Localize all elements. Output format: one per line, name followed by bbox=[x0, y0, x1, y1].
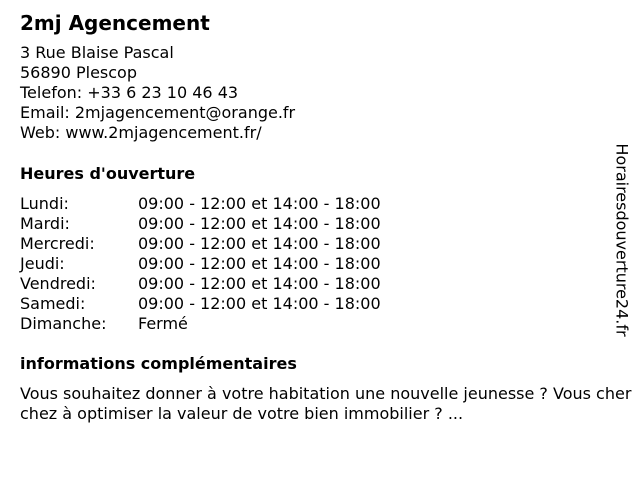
business-name: 2mj Agencement bbox=[20, 11, 210, 35]
hours-day: Samedi: bbox=[20, 294, 86, 313]
phone-line bbox=[20, 83, 295, 103]
opening-hours-table bbox=[20, 194, 381, 334]
hours-row bbox=[20, 254, 381, 274]
hours-time: Fermé bbox=[138, 314, 188, 333]
hours-day: Jeudi: bbox=[20, 254, 65, 273]
hours-row bbox=[20, 314, 381, 334]
hours-row bbox=[20, 274, 381, 294]
hours-row bbox=[20, 194, 381, 214]
email-line bbox=[20, 103, 295, 123]
hours-day: Dimanche: bbox=[20, 314, 107, 333]
email-address[interactable]: 2mjagencement@orange.fr bbox=[74, 103, 296, 122]
hours-row bbox=[20, 234, 381, 254]
site-watermark: Horairesdouverture24.fr bbox=[612, 143, 632, 337]
additional-info-heading: informations complémentaires bbox=[20, 354, 297, 373]
address-block bbox=[20, 43, 295, 143]
city-address: 56890 Plescop bbox=[20, 63, 137, 82]
hours-day: Lundi: bbox=[20, 194, 69, 213]
hours-time: 09:00 - 12:00 et 14:00 - 18:00 bbox=[138, 234, 381, 253]
hours-time: 09:00 - 12:00 et 14:00 - 18:00 bbox=[138, 254, 381, 273]
street-address: 3 Rue Blaise Pascal bbox=[20, 43, 174, 62]
hours-row bbox=[20, 214, 381, 234]
hours-time: 09:00 - 12:00 et 14:00 - 18:00 bbox=[138, 214, 381, 233]
hours-day: Vendredi: bbox=[20, 274, 96, 293]
hours-time: 09:00 - 12:00 et 14:00 - 18:00 bbox=[138, 294, 381, 313]
hours-row bbox=[20, 294, 381, 314]
hours-time: 09:00 - 12:00 et 14:00 - 18:00 bbox=[138, 274, 381, 293]
web-link[interactable]: www.2mjagencement.fr/ bbox=[65, 123, 262, 142]
hours-day: Mardi: bbox=[20, 214, 70, 233]
opening-hours-heading: Heures d'ouverture bbox=[20, 164, 196, 183]
phone-number[interactable]: +33 6 23 10 46 43 bbox=[87, 83, 239, 102]
additional-info-text: Vous souhaitez donner à votre habitation une nouvelle jeunesse ? Vous cherchez à optimiser la valeur de votre bien immobilier ? ... bbox=[20, 384, 632, 423]
email-label: Email: bbox=[20, 103, 70, 122]
web-line bbox=[20, 123, 295, 143]
hours-day: Mercredi: bbox=[20, 234, 95, 253]
phone-label: Telefon: bbox=[20, 83, 83, 102]
hours-time: 09:00 - 12:00 et 14:00 - 18:00 bbox=[138, 194, 381, 213]
web-label: Web: bbox=[20, 123, 61, 142]
